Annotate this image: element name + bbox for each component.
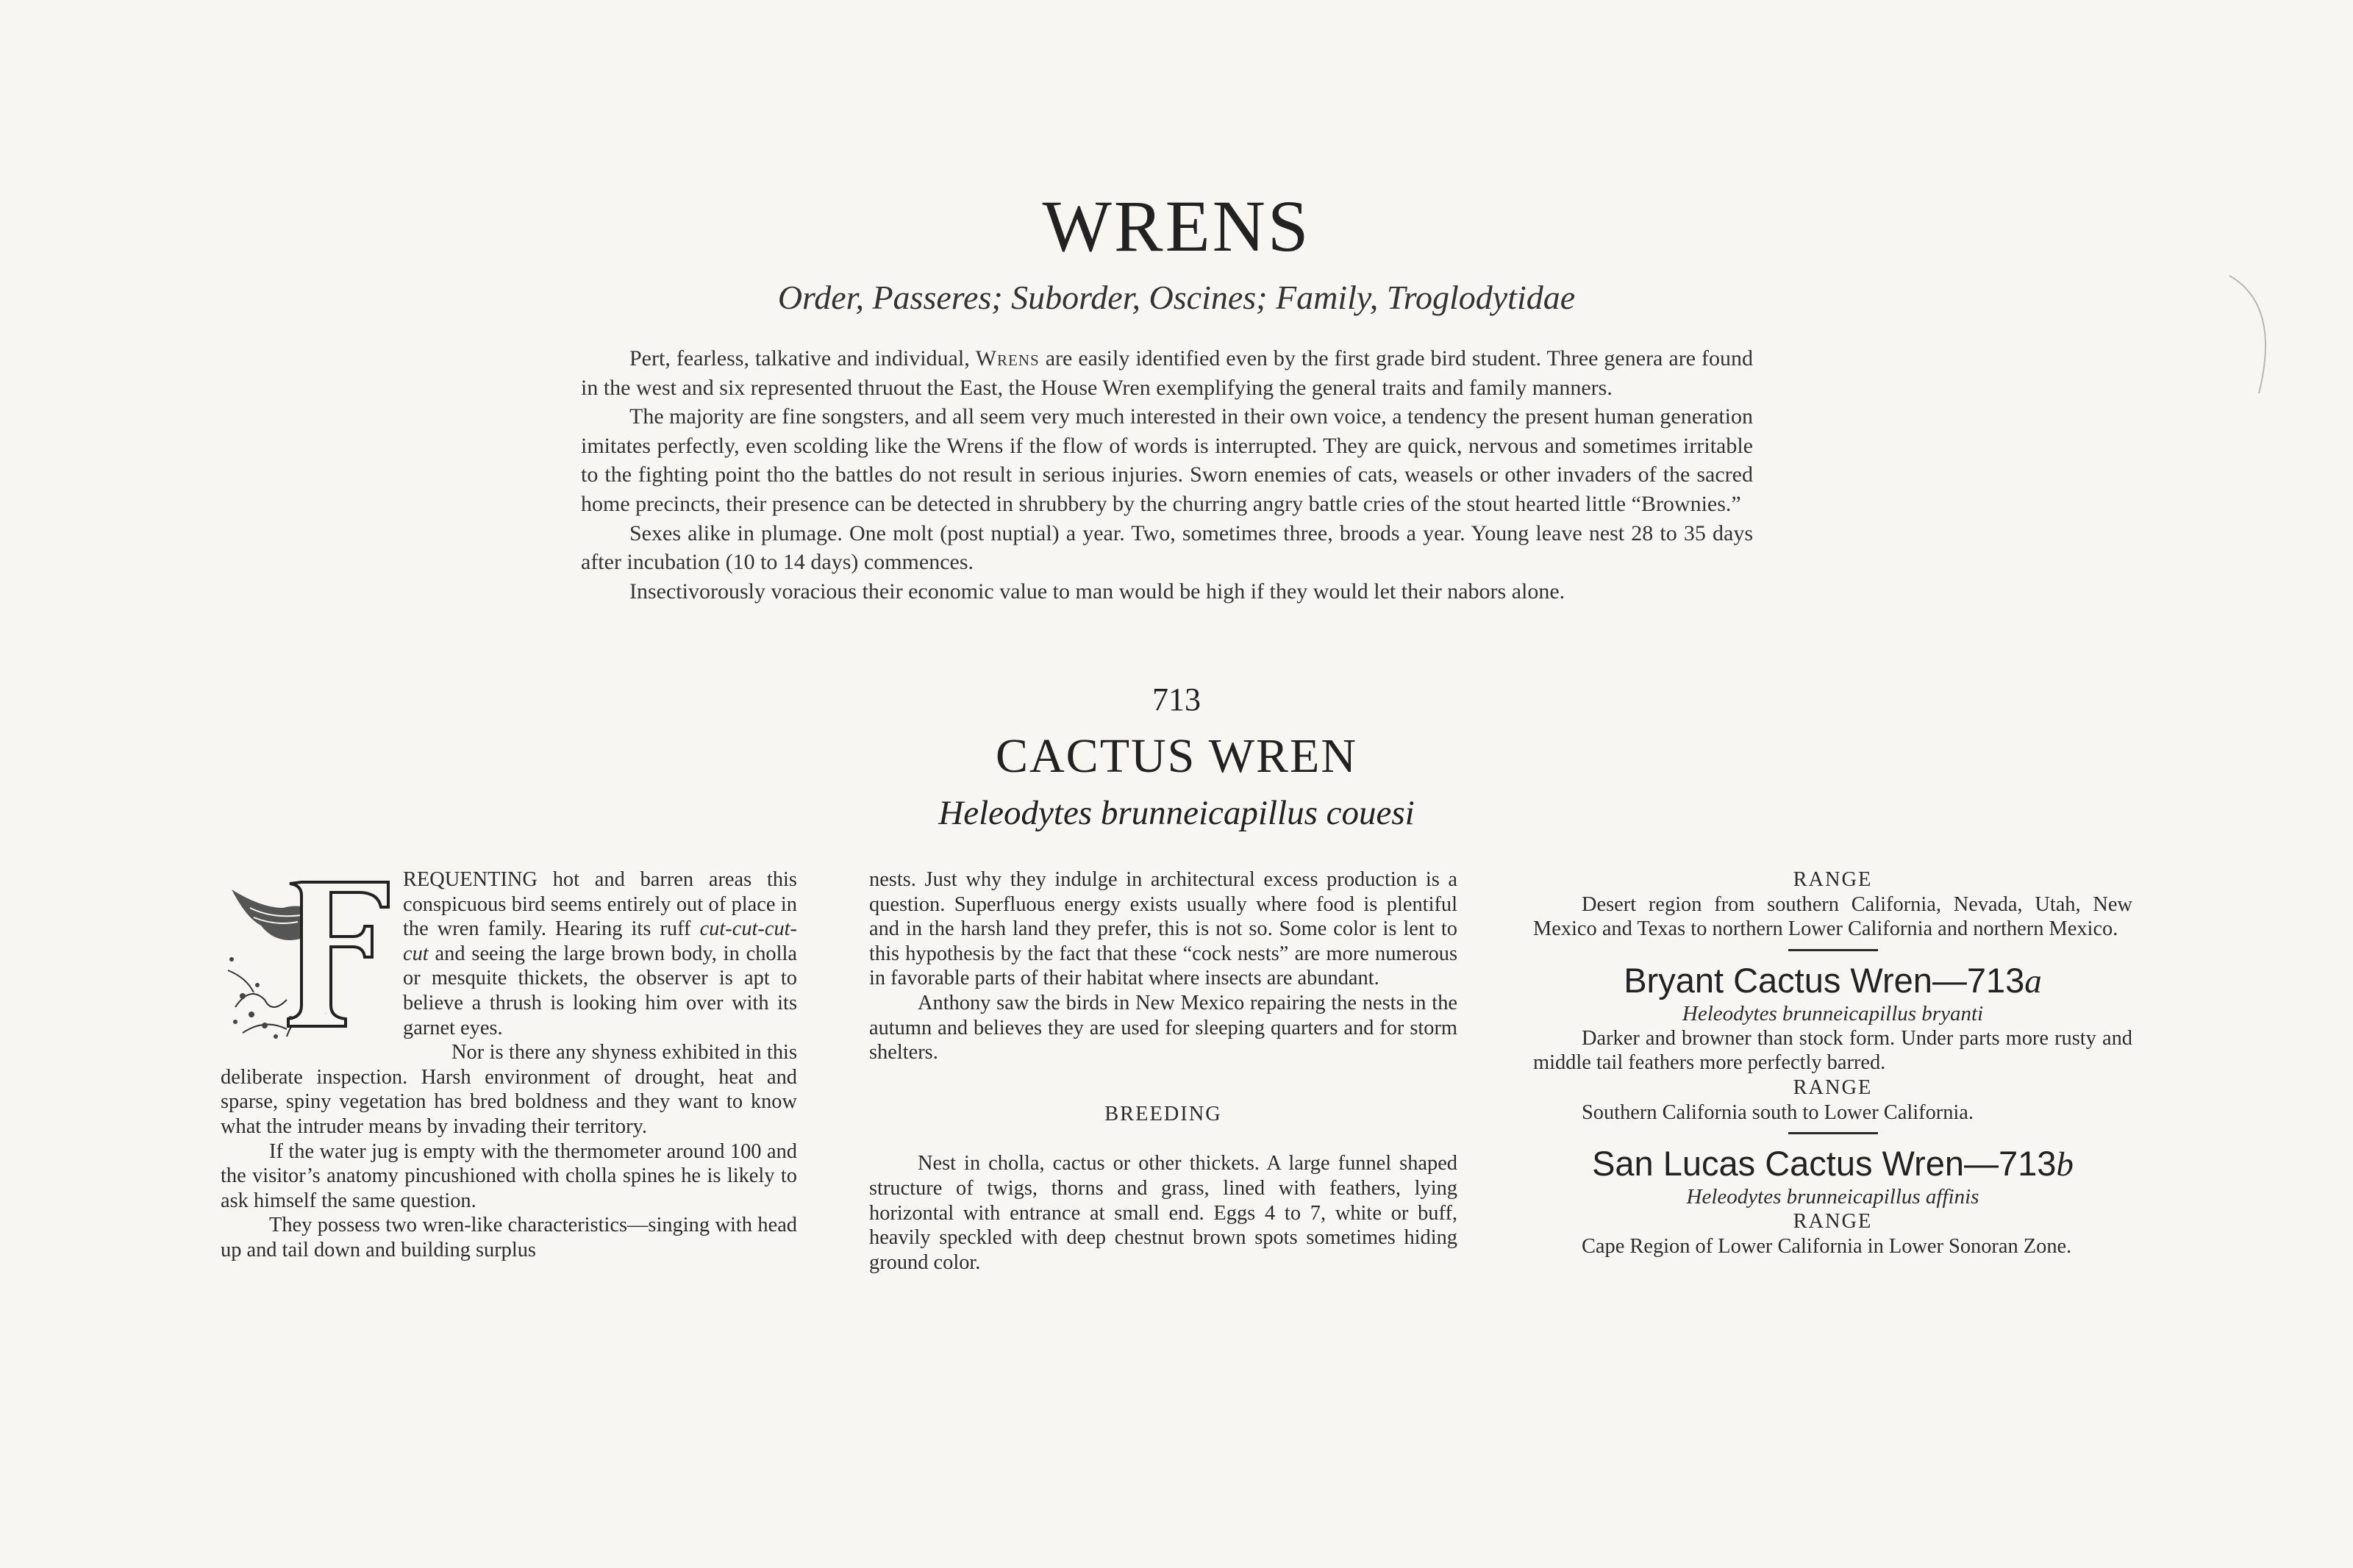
subspecies-scientific-name: Heleodytes brunneicapillus bryanti xyxy=(1682,1001,1984,1025)
column-2 xyxy=(869,867,1457,1275)
column-1 xyxy=(221,867,797,1263)
taxonomy-subtitle: Order, Passeres; Suborder, Oscines; Family, Troglodytidae xyxy=(777,279,1576,316)
species-scientific-name: Heleodytes brunneicapillus couesi xyxy=(938,794,1415,832)
intro-text xyxy=(581,344,1753,606)
col2-paragraph: Nest in cholla, cactus or other thickets. A large funnel shaped structure of twigs, thorns and grass, lined with feathers, lying horizontal with entrance at small end. Eggs 4 to 7, white or buff, heavily speckled with deep chestnut brown spots sometimes hiding ground color. xyxy=(869,1152,1457,1274)
page-title: WRENS xyxy=(1042,185,1311,267)
subspecies-description: Darker and browner than stock form. Under parts more rusty and middle tail feathers more perfectly barred. xyxy=(1533,1026,2132,1075)
col2-paragraph: nests. Just why they indulge in architectural excess production is a question. Superfluous energy exists usually where food is plentiful and in the harsh land they prefer, this is not so. Some color is lent to this hypothesis by the fact that these “cock nests” are more numerous in favorable parts of their habitat where insects are abundant. xyxy=(869,868,1457,990)
divider xyxy=(1788,949,1878,951)
range-text: Southern California south to Lower California. xyxy=(1582,1100,1974,1124)
range-heading: RANGE xyxy=(1793,1210,1873,1234)
species-number: 713 xyxy=(1152,681,1201,717)
range-heading: RANGE xyxy=(1793,1075,1873,1099)
col1-paragraph: Nor is there any shyness exhibited in this deliberate inspection. Harsh environment of drought, heat and sparse, spiny vegetation has bred boldness and they want to know what the intruder means by invading their territory. xyxy=(221,1041,797,1138)
svg-text:F: F xyxy=(325,1014,326,1015)
col1-paragraph: If the water jug is empty with the thermometer around 100 and the visitor’s anatomy pincushioned with cholla spines he is likely to ask himself the same question. xyxy=(221,1139,797,1212)
species-common-name: CACTUS WREN xyxy=(996,729,1357,783)
column-3 xyxy=(1533,867,2132,1259)
bird-dropcap-illustration xyxy=(221,867,394,1044)
subspecies-title: San Lucas Cactus Wren—713b xyxy=(1592,1144,2074,1184)
subspecies-scientific-name: Heleodytes brunneicapillus affinis xyxy=(1686,1185,1979,1209)
subspecies-title: Bryant Cactus Wren—713a xyxy=(1624,960,2042,1000)
col1-paragraph: They possess two wren-like characteristics—singing with head up and tail down and building surplus xyxy=(221,1214,797,1261)
col1-paragraph: REQUENTING hot and barren areas this conspicuous bird seems entirely out of place in the wren family. Hearing its ruff cut-cut-cut-cut and seeing the large brown body, in cholla or mesquite thickets, the observer is apt to believe a thrush is looking him over with its garnet eyes. xyxy=(403,868,797,1039)
col2-paragraph: Anthony saw the birds in New Mexico repairing the nests in the autumn and believes they are used for sleeping quarters and for storm shelters. xyxy=(869,991,1457,1064)
wrens-smallcaps: Wrens xyxy=(975,346,1040,370)
divider xyxy=(1788,1132,1878,1134)
range-text: Desert region from southern California, Nevada, Utah, New Mexico and Texas to northern Lower California and northern Mexico. xyxy=(1533,892,2132,941)
intro-paragraph: Insectivorously voracious their economic value to man would be high if they would let their nabors alone. xyxy=(629,579,1565,604)
intro-paragraph: Pert, fearless, talkative and individual, Wrens are easily identified even by the first grade bird student. Three genera are found in the west and six represented thruout the East, the House Wren exemplifying the general traits and family manners. xyxy=(581,346,1753,400)
page-edge-shadow xyxy=(2228,272,2287,397)
range-heading: RANGE xyxy=(1793,868,1873,891)
breeding-heading: BREEDING xyxy=(1104,1102,1222,1125)
intro-paragraph: The majority are fine songsters, and all seem very much interested in their own voice, a tendency the present human generation imitates perfectly, even scolding like the Wrens if the flow of words is interrupted. They are quick, nervous and sometimes irritable to the fighting point tho the battles do not result in serious injuries. Sworn enemies of cats, weasels or other invaders of the sacred home precincts, their presence can be detected in shrubbery by the churring angry battle cries of the stout hearted little “Brownies.” xyxy=(581,404,1753,516)
decorated-initial xyxy=(221,867,394,1044)
intro-paragraph: Sexes alike in plumage. One molt (post nuptial) a year. Two, sometimes three, broods a year. Young leave nest 28 to 35 days after incubation (10 to 14 days) commences. xyxy=(581,520,1753,575)
call-note: cut-cut-cut-cut xyxy=(403,917,797,965)
range-text: Cape Region of Lower California in Lower Sonoran Zone. xyxy=(1582,1234,2072,1258)
